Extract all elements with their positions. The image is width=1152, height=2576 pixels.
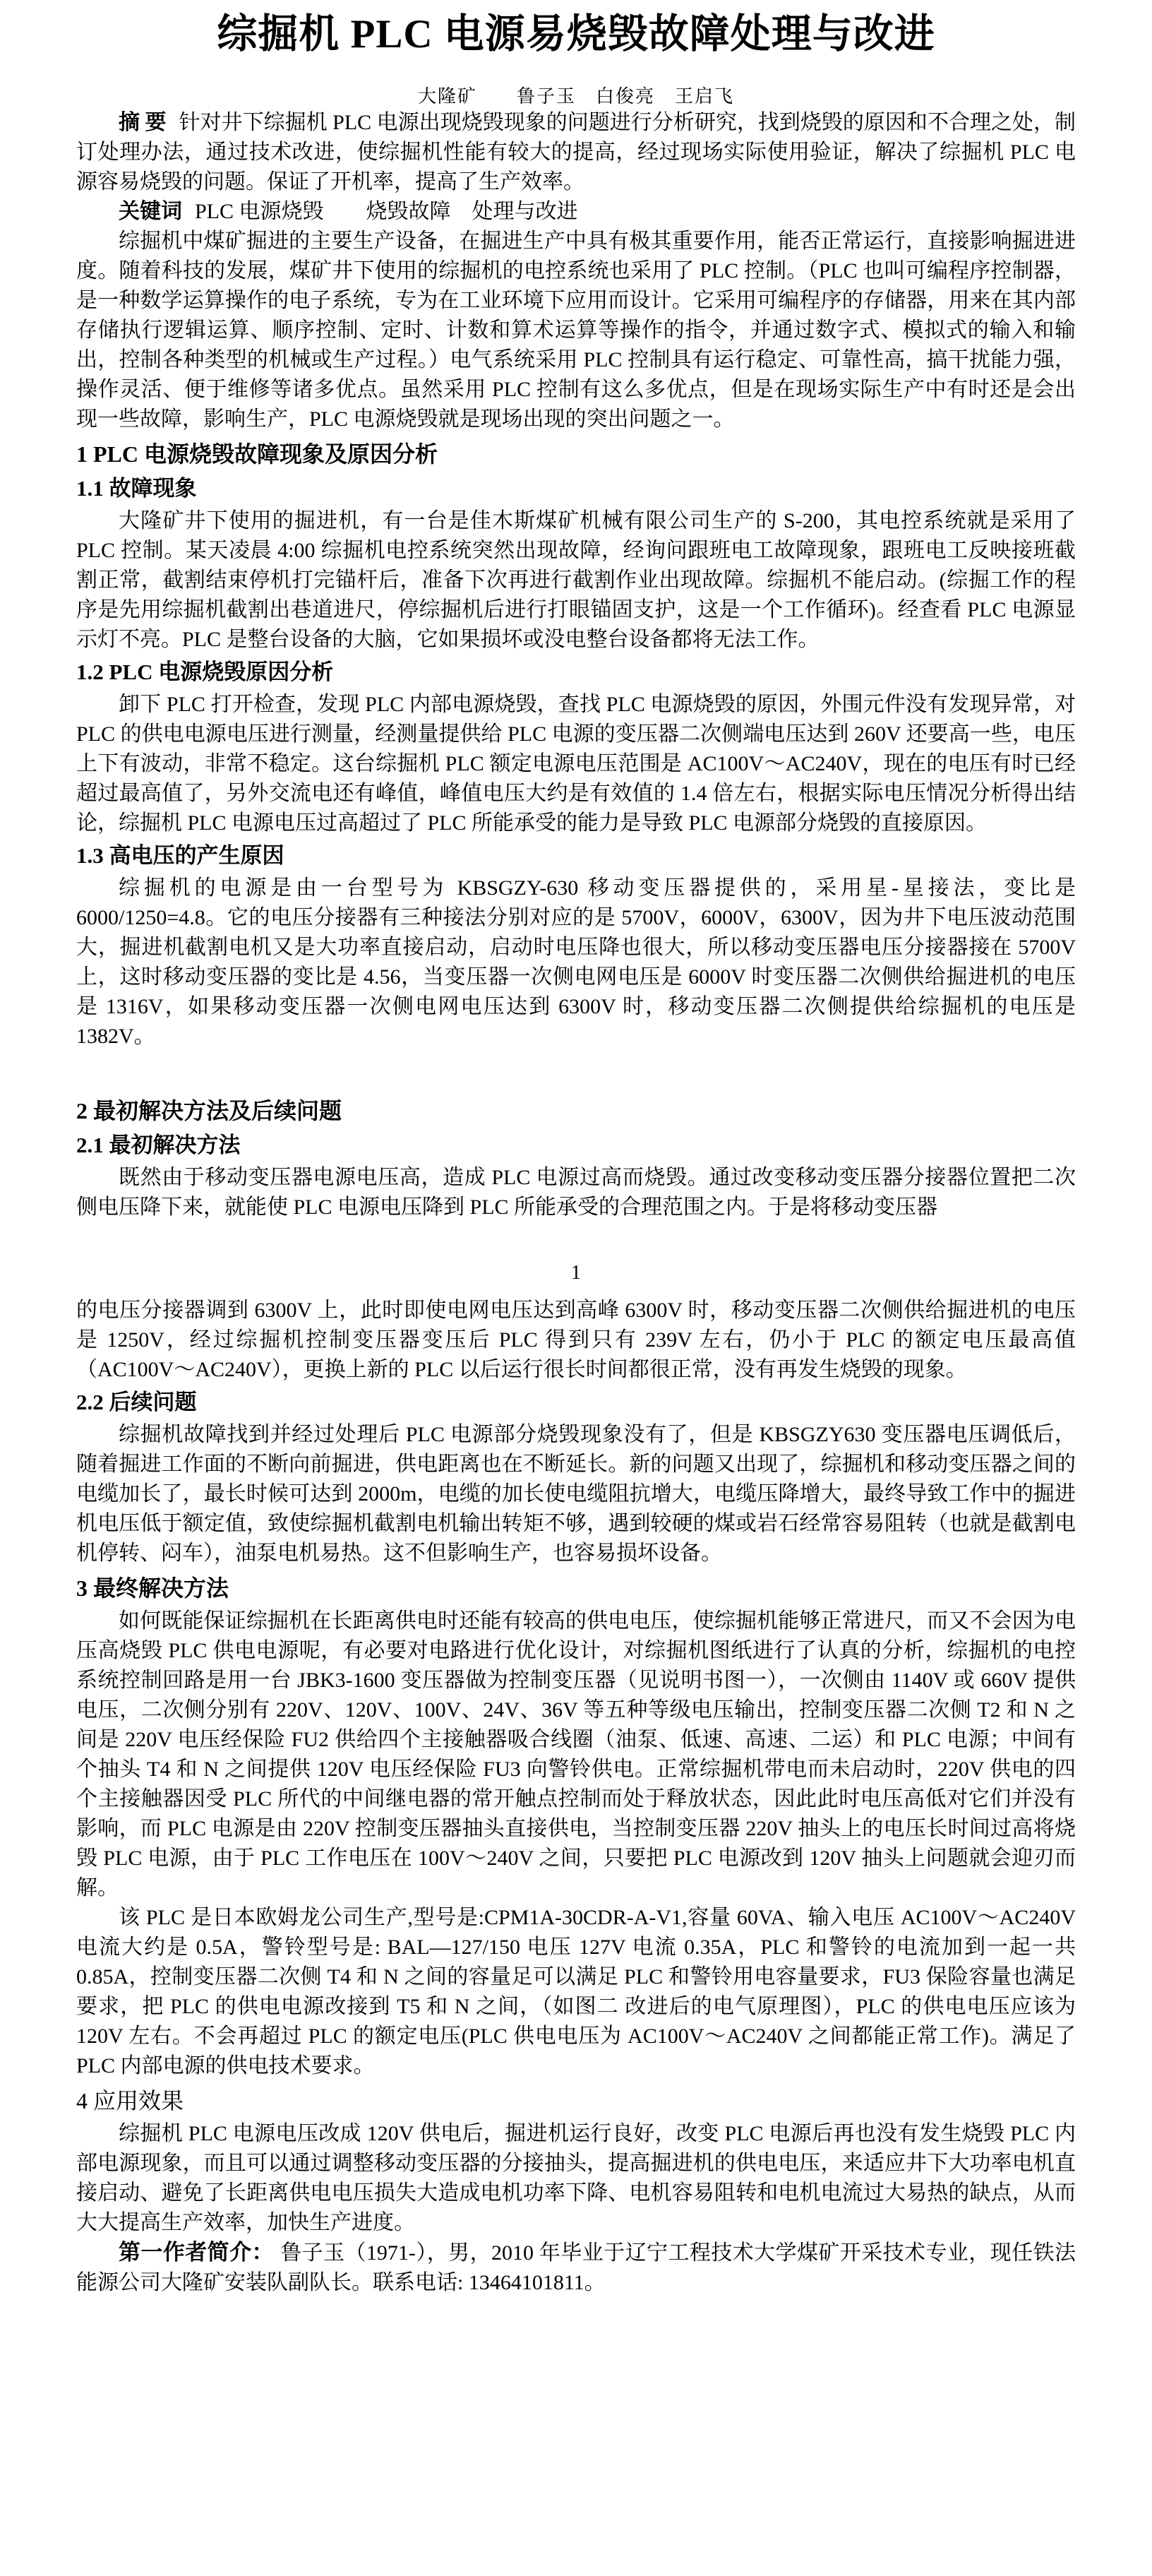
intro-paragraph: 综掘机中煤矿掘进的主要生产设备，在掘进生产中具有极其重要作用，能否正常运行，直接影响掘进进度。随着科技的发展，煤矿井下使用的综掘机的电控系统也采用了 PLC 控制。（PLC 也叫可编程序控制器，是一种数学运算操作的电子系统，专为在工业环境下应用而设计。它采用可编程序的存储器，用来在其内部存储执行逻辑运算、顺序控制、定时、计数和算术运算等操作的指令，并通过数字式、模拟式的输入和输出，控制各种类型的机械或生产过程。）电气系统采用 PLC 控制具有运行稳定、可靠性高，搞干扰能力强，操作灵活、便于维修等诸多优点。虽然采用 PLC 控制有这么多优点，但是在现场实际生产中有时还是会出现一些故障，影响生产，PLC 电源烧毁就是现场出现的突出问题之一。: [76, 229, 1076, 431]
authors-line: 大隆矿 鲁子玉 白俊亮 王启飞: [417, 86, 734, 107]
page-number: 1: [571, 1262, 581, 1284]
section-heading-2: 2 最初解决方法及后续问题: [76, 1098, 342, 1123]
keywords-text: PLC 电源烧毁 烧毁故障 处理与改进: [195, 200, 578, 223]
author-bio-label: 第一作者简介：: [119, 2240, 274, 2265]
paragraph-1-3: 综掘机的电源是由一台型号为 KBSGZY-630 移动变压器提供的，采用星-星接法，变比是 6000/1250=4.8。它的电压分接器有三种接法分别对应的是 5700V，6000V，6300V，因为井下电压波动范围大，掘进机截割电机又是大功率直接启动，启动时电压降也很大，所以移动变压器电压分接器接在 5700V 上，这时移动变压器的变比是 4.56，当变压器一次侧电网电压是 6000V 时变压器二次侧供给掘进机的电压是 1316V，如果移动变压器一次侧电网电压达到 6300V 时，移动变压器二次侧提供给综掘机的电压是 1382V。: [76, 876, 1076, 1048]
paragraph-4-1: 综掘机 PLC 电源电压改成 120V 供电后，掘进机运行良好，改变 PLC 电源后再也没有发生烧毁 PLC 内部电源现象，而且可以通过调整移动变压器的分接抽头，提高掘进机的供电电压，来适应井下大功率电机直接启动、避免了长距离供电电压损失大造成电机功率下降、电机容易阻转和电机电流过大易热的缺点，从而大大提高生产效率，加快生产进度。: [76, 2122, 1076, 2234]
paragraph-3-1: 如何既能保证综掘机在长距离供电时还能有较高的供电电压，使综掘机能够正常进尺，而又不会因为电压高烧毁 PLC 供电电源呢，有必要对电路进行优化设计，对综掘机图纸进行了认真的分析，综掘机的电控系统控制回路是用一台 JBK3-1600 变压器做为控制变压器（见说明书图一），一次侧由 1140V 或 660V 提供电压，二次侧分别有 220V、120V、100V、24V、36V 等五种等级电压输出，控制变压器二次侧 T2 和 N 之间是 220V 电压经保险 FU2 供给四个主接触器吸合线圈（油泵、低速、高速、二运）和 PLC 电源；中间有个抽头 T4 和 N 之间提供 120V 电压经保险 FU3 向警铃供电。正常综掘机带电而未启动时，220V 供电的四个主接触器因受 PLC 所代的中间继电器的常开触点控制而处于释放状态，因此此时电压高低对它们并没有影响，而 PLC 电源是由 220V 控制变压器抽头直接供电，当控制变压器 220V 抽头上的电压长时间过高将烧毁 PLC 电源，由于 PLC 工作电压在 100V～240V 之间，只要把 PLC 电源改到 120V 抽头上问题就会迎刃而解。: [76, 1609, 1076, 1900]
keywords-paragraph: [76, 197, 1076, 227]
abstract-text: 针对井下综掘机 PLC 电源出现烧毁现象的问题进行分析研究，找到烧毁的原因和不合理之处，制订处理办法，通过技术改进，使综掘机性能有较大的提高，经过现场实际使用验证，解决了综掘机 PLC 电源容易烧毁的问题。保证了开机率，提高了生产效率。: [76, 111, 1076, 193]
paragraph-1-1: 大隆矿井下使用的掘进机，有一台是佳木斯煤矿机械有限公司生产的 S-200，其电控系统就是采用了 PLC 控制。某天凌晨 4:00 综掘机电控系统突然出现故障，经询问跟班电工故障现象，跟班电工反映接班截割正常，截割结束停机打完锚杆后，准备下次再进行截割作业出现故障。综掘机不能启动。(综掘工作的程序是先用综掘机截割出巷道进尺，停综掘机后进行打眼锚固支护，这是一个工作循环)。经查看 PLC 电源显示灯不亮。PLC 是整台设备的大脑，它如果损坏或没电整台设备都将无法工作。: [76, 509, 1076, 651]
keywords-label: 关键词: [119, 200, 182, 223]
author-bio-text: 鲁子玉（1971-），男，2010 年毕业于辽宁工程技术大学煤矿开采技术专业，现任铁法能源公司大隆矿安装队副队长。联系电话: 13464101811。: [76, 2241, 1076, 2294]
subsection-heading-2-2: 2.2 后续问题: [76, 1390, 197, 1414]
author-bio: [76, 2238, 1076, 2298]
subsection-heading-1-1: 1.1 故障现象: [76, 476, 197, 501]
paragraph-2-1-page2: 的电压分接器调到 6300V 上，此时即使电网电压达到高峰 6300V 时，移动变压器二次侧供给掘进机的电压是 1250V，经过综掘机控制变压器变压后 PLC 得到只有 239V 左右，仍小于 PLC 的额定电压最高值（AC100V～AC240V），更换上新的 PLC 以后运行很长时间都很正常，没有再发生烧毁的现象。: [76, 1299, 1076, 1381]
subsection-heading-1-3: 1.3 高电压的产生原因: [76, 843, 284, 868]
section-heading-3: 3 最终解决方法: [76, 1575, 229, 1601]
section-heading-4: 4 应用效果: [76, 2088, 184, 2113]
subsection-heading-2-1: 2.1 最初解决方法: [76, 1133, 241, 1157]
page-title: 综掘机 PLC 电源易烧毁故障处理与改进: [217, 12, 935, 56]
abstract-label: 摘 要: [119, 111, 167, 134]
paragraph-2-2: 综掘机故障找到并经过处理后 PLC 电源部分烧毁现象没有了，但是 KBSGZY630 变压器电压调低后，随着掘进工作面的不断向前掘进，供电距离也在不断延长。新的问题又出现了，综掘机和移动变压器之间的电缆加长了，最长时候可达到 2000m，电缆的加长使电缆阻抗增大，电缆压降增大，最终导致工作中的掘进机电压低于额定值，致使综掘机截割电机输出转矩不够，遇到较硬的煤或岩石经常容易阻转（也就是截割电机停转、闷车），油泵电机易热。这不但影响生产，也容易损坏设备。: [76, 1423, 1076, 1565]
abstract-paragraph: [76, 108, 1076, 197]
section-heading-1: 1 PLC 电源烧毁故障现象及原因分析: [76, 441, 438, 467]
subsection-heading-1-2: 1.2 PLC 电源烧毁原因分析: [76, 660, 334, 684]
paragraph-2-1-page1: 既然由于移动变压器电源电压高，造成 PLC 电源过高而烧毁。通过改变移动变压器分接器位置把二次侧电压降下来，就能使 PLC 电源电压降到 PLC 所能承受的合理范围之内。于是将移动变压器: [76, 1166, 1076, 1219]
paragraph-1-2: 卸下 PLC 打开检查，发现 PLC 内部电源烧毁，查找 PLC 电源烧毁的原因，外围元件没有发现异常，对 PLC 的供电电源电压进行测量，经测量提供给 PLC 电源的变压器二次侧端电压达到 260V 还要高一些，电压上下有波动，非常不稳定。这台综掘机 PLC 额定电源电压范围是 AC100V～AC240V，现在的电压有时已经超过最高值了，另外交流电还有峰值，峰值电压大约是有效值的 1.4 倍左右，根据实际电压情况分析得出结论，综掘机 PLC 电源电压过高超过了 PLC 所能承受的能力是导致 PLC 电源部分烧毁的直接原因。: [76, 693, 1076, 835]
paragraph-3-2: 该 PLC 是日本欧姆龙公司生产,型号是:CPM1A-30CDR-A-V1,容量 60VA、输入电压 AC100V～AC240V 电流大约是 0.5A，警铃型号是: BAL—127/150 电压 127V 电流 0.35A，PLC 和警铃的电流加到一起一共 0.85A，控制变压器二次侧 T4 和 N 之间的容量足可以满足 PLC 和警铃用电容量要求，FU3 保险容量也满足要求，把 PLC 的供电电源改接到 T5 和 N 之间，（如图二 改进后的电气原理图），PLC 的供电电压应该为 120V 左右。不会再超过 PLC 的额定电压(PLC 供电电压为 AC100V～AC240V 之间都能正常工作)。满足了 PLC 内部电源的供电技术要求。: [76, 1906, 1076, 2077]
